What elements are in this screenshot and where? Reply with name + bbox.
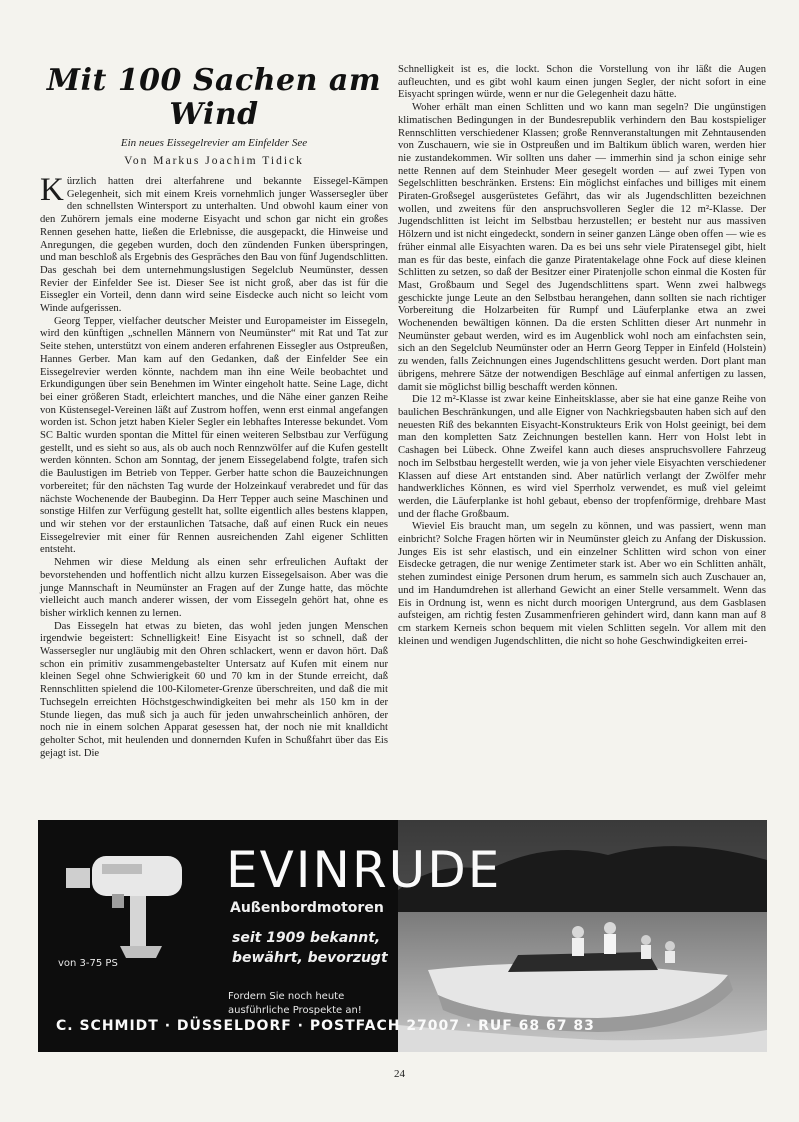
cta-line: Fordern Sie noch heute bbox=[228, 991, 345, 1002]
ad-address: C. SCHMIDT · DÜSSELDORF · POSTFACH 27007 · RUF 68 67 83 bbox=[56, 1018, 595, 1034]
brand-name: EVINRUDE bbox=[226, 841, 502, 899]
right-column bbox=[398, 64, 766, 648]
ad-product-line: Außenbordmotoren bbox=[230, 900, 384, 916]
slogan-line: seit 1909 bekannt, bbox=[232, 930, 381, 946]
article-paragraph bbox=[40, 172, 388, 316]
ad-call-to-action bbox=[228, 990, 362, 1018]
ad-slogan bbox=[232, 928, 388, 968]
slogan-line: bewährt, bevorzugt bbox=[232, 950, 388, 966]
article-paragraph: Wieviel Eis braucht man, um segeln zu können, und was passiert, wenn man einbricht? Solche Fragen hörten wir in Neumünster gleich zu Anfang der Diskussion. Junges Eis ist sehr elastisch, und ein einzelner Schlitten wird schon von einer Eisdecke getragen, die nur wenige Zentimeter stark ist. Aber wo ein Schlitten anhält, stehen zumindest einige Personen drum herum, es sammeln sich auch Zuschauer an, und im Handumdrehen ist allerhand Gewicht an einer Stelle versammelt. Wenn das Eis in Ordnung ist, wenn es nicht durch moorigen Untergrund, aus dem Gasblasen aufsteigen, am richtig festen Zusammenfrieren gehindert wird, dann kann man auf 8 cm starkem Kerneis schon bequem mit vielen Schlitten segeln. Vor allem mit den kleinen und wendigen Jugendschlitten, die nicht so hohe Geschwindigkeiten errei- bbox=[398, 521, 766, 647]
article-paragraph: Das Eissegeln hat etwas zu bieten, das wohl jeden jungen Menschen irgendwie begeistert: Schnelligkeit! Eine Eisyacht ist so schnell, daß der Wassersegler nur ungläubig mit den Ohren schlackert, wenn er davon hört. Daß schon ein primitiv zusammengebastelter Untersatz auf Kufen mit einem nur kleinen Segel ohne Schwierigkeit 60 und 70 km in der Stunde erreicht, daß Rennschlitten spielend die 100-Kilometer-Grenze überschreiten, und daß die mit Tuchsegeln erreichten Höchstgeschwindigkeiten bei mehr als 150 km in der Stunde liegen, das muß sich ja auch für jeden unwahrscheinlich anhören, der noch nie in einem solchen Apparat gesessen hat, der noch nie mit knalldicht geholter Schot, mit heulenden und donnernden Kufen in Schußfahrt über das Eis gejagt ist. Die bbox=[40, 620, 388, 759]
article-byline: Von Markus Joachim Tidick bbox=[124, 155, 304, 167]
ad-power-range: von 3-75 PS bbox=[58, 958, 118, 969]
outboard-motor-illustration bbox=[52, 846, 202, 966]
drop-cap: K bbox=[40, 172, 64, 208]
evinrude-advertisement bbox=[38, 820, 767, 1052]
paragraph-text: ürzlich hatten drei alterfahrene und bekannte Eissegel-Kämpen Gelegenheit, sich mit einem Kreis vornehmlich junger Wassersegler über den schnellsten Wintersport zu unterhalten. Und obwohl kaum einer von den Zuhörern jemals eine moderne Eisyacht und schon gar nicht ein großes Rennen gesehen hatte, ließen die Erlebnisse, die ausgepackt, die Hinweise und Anregungen, die gegeben wurden, doch den zündenden Funken überspringen, und man beschloß als Ergebnis des Gespräches den Bau von fünf Jugendschlitten. Das geschah bei dem unternehmungslustigen Segelclub Neumünster, dessen Revier der Einfelder See ist. Dieser See ist nicht groß, aber das ist für die Eissegler ein Vorteil, denn dann wird seine Eisdecke auch nicht so leicht vom Winde aufgerissen. bbox=[40, 176, 388, 315]
page-number: 24 bbox=[394, 1068, 405, 1080]
article-title: Mit 100 Sachen am Wind bbox=[46, 63, 382, 132]
left-column bbox=[40, 64, 388, 760]
article-paragraph: Woher erhält man einen Schlitten und wo kann man segeln? Die ungünstigen klimatischen Bedingungen in der Bundesrepublik verhindern den Bau kostspieliger Rennschlitten verschiedener Klassen; große Rennveranstaltungen mit Zehntausenden von Zuschauern, wie sie in Ostpreußen und im Baltikum üblich waren, werden hier nie zustandekommen. Wir sollten uns daher — immerhin sind ja schon einige sehr nette Rennen auf dem Steinhuder Meer gesegelt worden — auf zwei Typen von Segelschlitten beschränken. Erstens: Ein möglichst einfaches und billiges mit einem Piraten-Großsegel ausgerüstetes Gefährt, das wir als Jugendschlitten bezeichnen wollen, und zweitens für den anspruchsvolleren Segler die 12 m²-Klasse. Der Jugendschlitten ist leicht im Selbstbau herzustellen; er besteht nur aus massiven Hölzern und ist nicht eingedeckt, sondern in seiner ganzen Länge oben offen — wie es früher einmal alle Eisyachten waren. Da es bei uns sehr viele Piratensegel gibt, hielt man es für das beste, einfach die ganze Piratentakelage ohne Fock auf diese kleinen Schlitten zu setzen, so daß der Besitzer einer Piratenjolle schon einmal die Kosten für Mast, Großbaum und Segel des Jugendschlittens spart. Wenn zwei halbwegs geschickte junge Leute an den Selbstbau herangehen, dann sollten sie nach richtiger Vorbereitung die Holzarbeiten für Rumpf und Läuferplanke etwa an zwei Wochenenden bewältigen können. Da die ersten Schlitten dieser Art nunmehr in Neumünster gebaut werden, wird es im Augenblick wohl noch am einfachsten sein, sich an den Segelclub Neumünster oder an Herrn Georg Tepper in Einfeld (Holstein) zu wenden, falls Zeichnungen eines Jugendschlittens gesucht werden. Dort plant man übrigens, mehrere Sätze der notwendigen Beschläge auf einmal anfertigen zu lassen, damit sie möglichst billig beschafft werden können. bbox=[398, 102, 766, 393]
article-paragraph: Die 12 m²-Klasse ist zwar keine Einheitsklasse, aber sie hat eine ganze Reihe von baulichen Beschränkungen, und alle Eigner von Nachkriegsbauten haben sich auf den neuesten Riß des bekannten Eisyacht-Konstrukteurs Erik von Holst geeinigt, bei dem man den kompletten Satz Zeichnungen bestellen kann. Herr von Holst lebt in Cashagen bei Lübeck. Ohne Zweifel kann auch dieses anspruchsvollere Fahrzeug noch im Selbstbau hergestellt werden, wie ja von jeher viele Eisyachten verschiedener Klassen auf diese Art entstanden sind. Aber natürlich verlangt der Zwölfer mehr handwerkliches Können, es wird viel Sperrholz verwendet, es muß viel geleimt werden, die Läuferplanke ist hohl gebaut, ebenso der tropfenförmige, drehbare Mast und der flache Großbaum. bbox=[398, 394, 766, 520]
cta-line: ausführliche Prospekte an! bbox=[228, 1005, 362, 1016]
article-paragraph: Georg Tepper, vielfacher deutscher Meister und Europameister im Eissegeln, wird den künftigen „schnellen Männern von Neumünster“ mit Rat und Tat zur Seite stehen, unterstützt von einem anderen erfahrenen Eissegler aus Ostpreußen, Hannes Gerber. Man kam auf den Gedanken, daß der Einfelder See ein Eissegelrevier werden könnte, nachdem man ihn eine Weile beobachtet und Erkundigungen über sein Benehmen im Winter eingeholt hatte. Seine Lage, dicht bei einer größeren Stadt, erleichtert manches, und die Nähe einer ganzen Reihe von Küstensegel-Vereinen läßt auf Zustrom hoffen, wenn erst einmal angefangen worden ist. Schon jetzt haben Kieler Segler ein lebhaftes Interesse bekundet. Vom SC Baltic wurden spontan die Mittel für einen weiteren Selbstbau zur Verfügung gestellt, und es sieht so aus, als ob auch noch Rennzwölfer auf die Kufen gestellt werden könnten. Schon am Sonntag, der jenem Eissegelabend folgte, trafen sich die Baulustigen im Betrieb von Tepper. Gerber hatte schon die Bauzeichnungen vorbereitet; für den nächsten Tag wurde der Holzeinkauf verabredet und für das nächste Wochenende der Baubeginn. Da Herr Tepper auch seine Maschinen und sonstige Hilfen zur Verfügung gestellt hat, sollte eigentlich alles bestens klappen, und wir stehen vor der erstaunlichen Tatsache, daß auf einen Ruck ein neues Eissegelrevier mit einer für Rennen ausreichenden Zahl eigener Schlitten entsteht. bbox=[40, 315, 388, 556]
article-paragraph: Schnelligkeit ist es, die lockt. Schon die Vorstellung von ihr läßt die Augen aufleuchten, und es gibt wohl kaum einen jungen Segler, der nicht sofort in eine Eisyacht springen würde, wenn er nur die Gelegenheit dazu hätte. bbox=[398, 64, 766, 101]
article-paragraph: Nehmen wir diese Meldung als einen sehr erfreulichen Auftakt der bevorstehenden und hoffentlich nicht allzu kurzen Eissegelsaison. Aber was die junge Mannschaft in Neumünster an Fragen auf der Zunge hatte, das möchte vielleicht auch manch anderer wissen, der vom Eissegeln gehört hat, ohne es bisher wirklich kennen zu lernen. bbox=[40, 557, 388, 619]
article-subtitle: Ein neues Eissegelrevier am Einfelder See bbox=[120, 137, 308, 149]
